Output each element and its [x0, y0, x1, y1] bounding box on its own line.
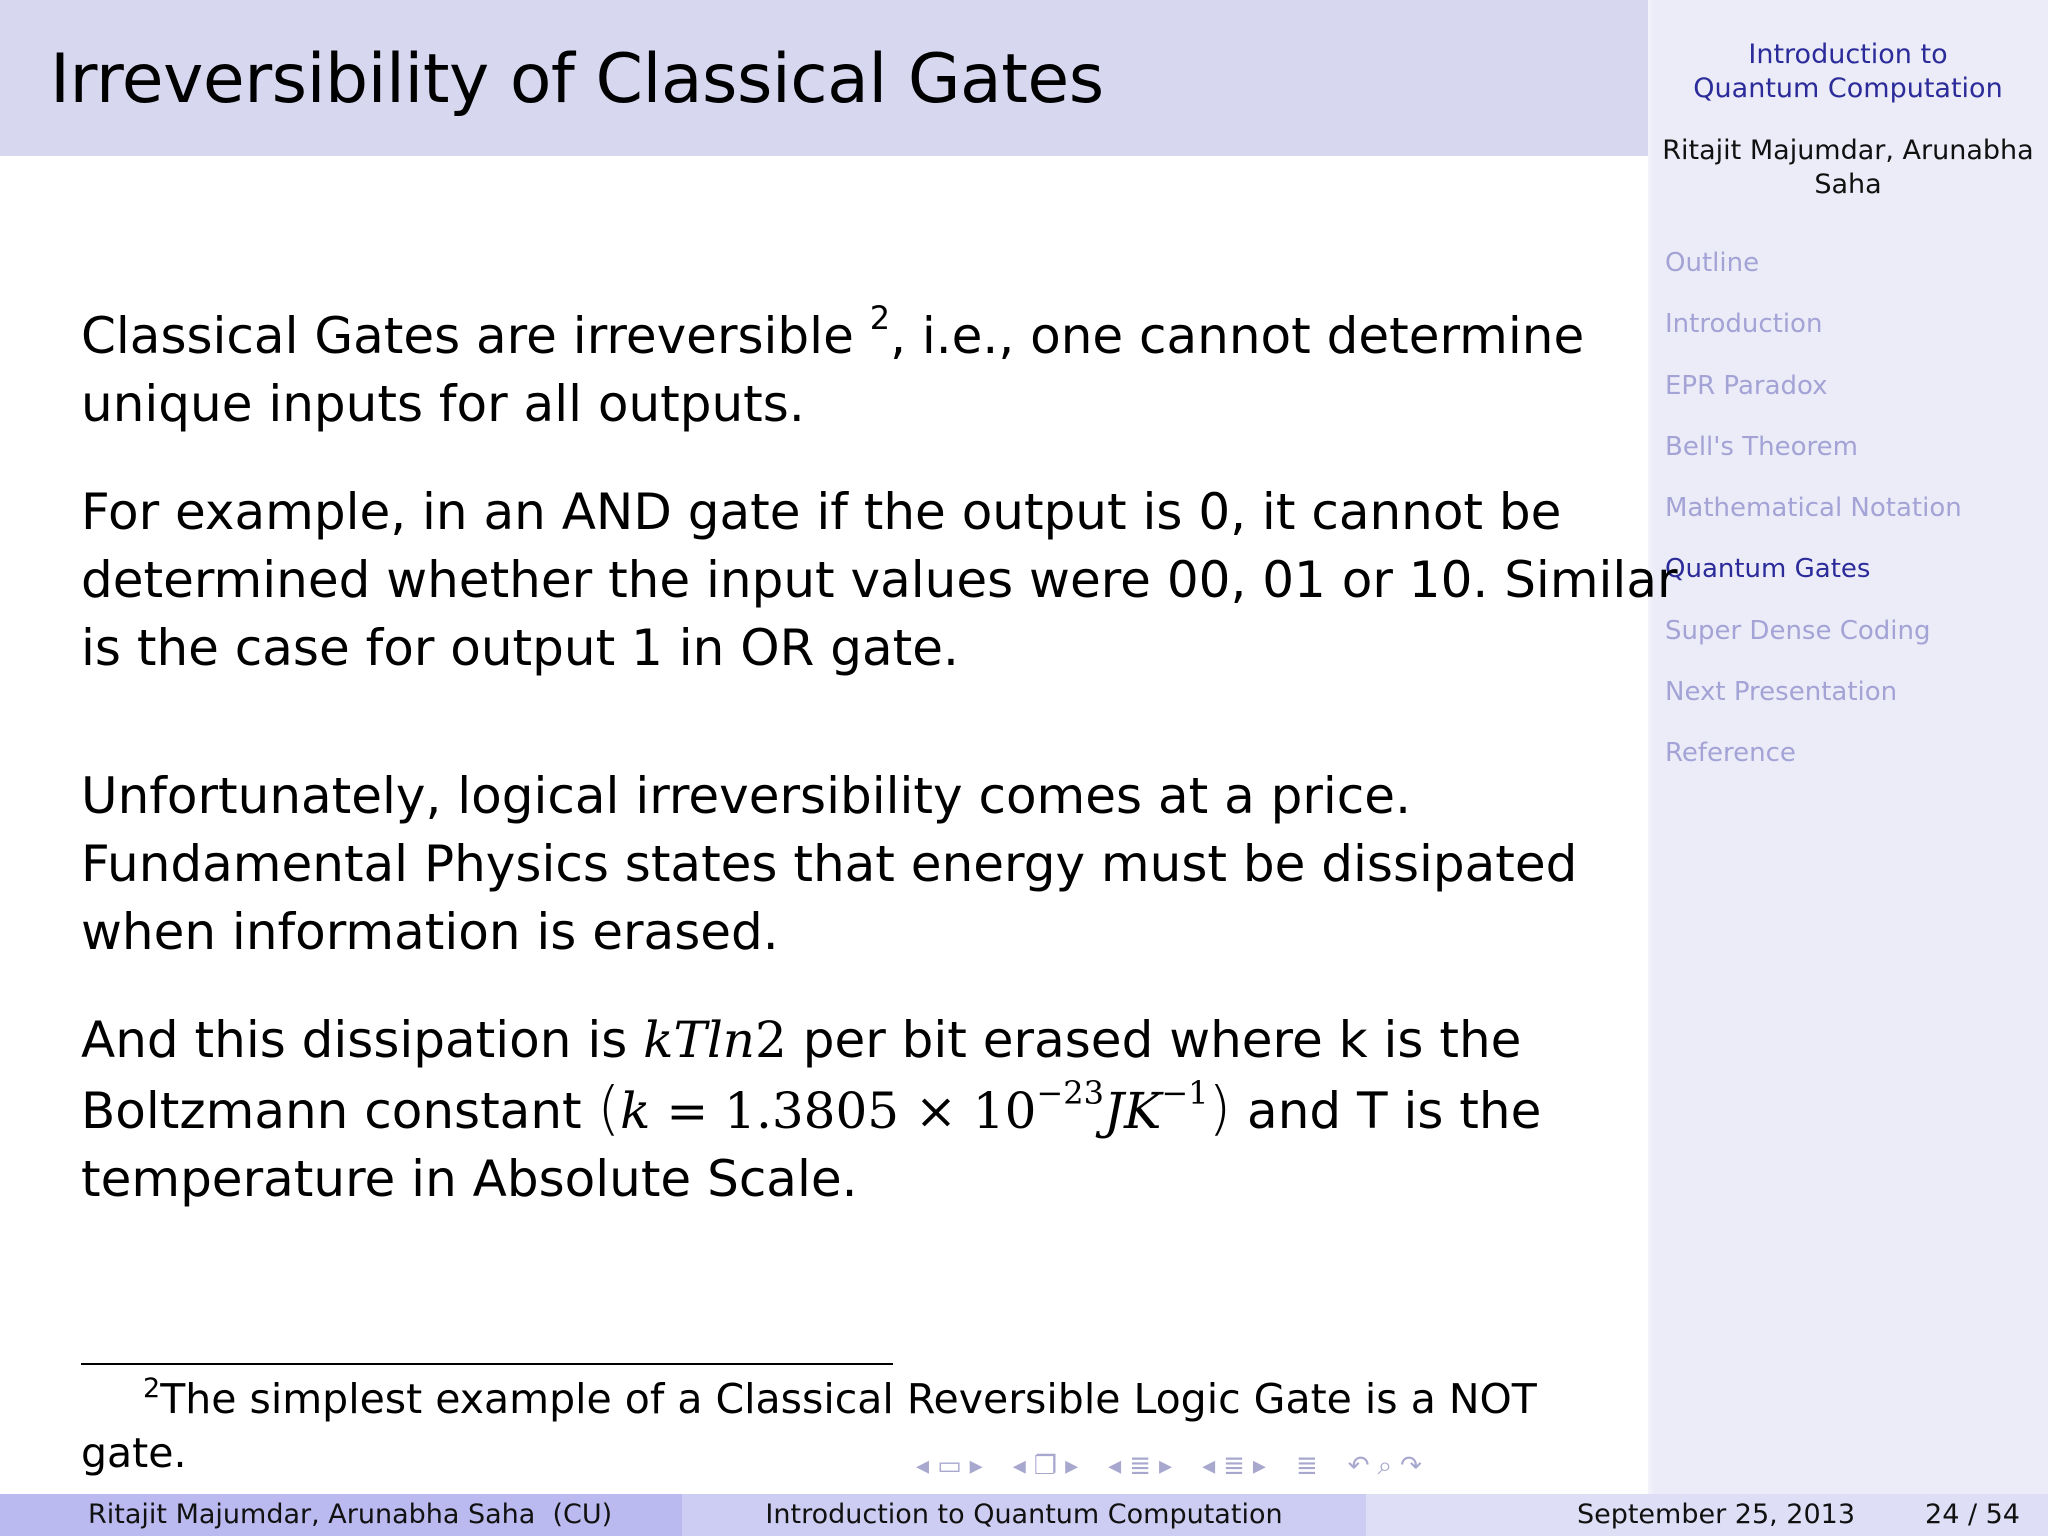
nav-doc-group: [1292, 1451, 1322, 1481]
frame-icon[interactable]: ▭: [937, 1451, 962, 1481]
paragraph-price-of-irreversibility: Unfortunately, logical irreversibility comes at a price. Fundamental Physics states that energy must be dissipated when information is erased.: [81, 767, 1578, 961]
nav-section-group: [1104, 1451, 1176, 1481]
beamer-nav-bar: [912, 1446, 1448, 1486]
footer-date-page: [1366, 1494, 2048, 1536]
paragraph-dissipation: And this dissipation is kTln2 per bit erased where k is the Boltzmann constant $(k = 1.3805 \times 10^{-23}JK^{-1})$ and T is the temperature in Absolute Scale.: [81, 1011, 1542, 1208]
section-icon-2[interactable]: ≣: [1223, 1451, 1245, 1481]
section-next-icon-2[interactable]: ▸: [1252, 1451, 1266, 1481]
doc-icon[interactable]: ≣: [1295, 1451, 1318, 1481]
section-prev-icon-2[interactable]: ◂: [1202, 1451, 1216, 1481]
frame-next-icon[interactable]: ▸: [969, 1451, 983, 1481]
section-icon[interactable]: ≣: [1129, 1451, 1151, 1481]
footer: [0, 1494, 2048, 1536]
nav-section-group-2: [1198, 1451, 1270, 1481]
footnote-rule: [81, 1363, 893, 1365]
nav-subsection-group: [1009, 1451, 1082, 1481]
section-prev-icon[interactable]: ◂: [1108, 1451, 1122, 1481]
subsection-next-icon[interactable]: ▸: [1065, 1451, 1079, 1481]
sidebar-item-mathematical-notation[interactable]: Mathematical Notation: [1665, 493, 1962, 524]
page-number: 24 / 54: [1925, 1499, 2020, 1530]
subsection-icon[interactable]: ❐: [1033, 1451, 1058, 1481]
paragraph-irreversible: Classical Gates are irreversible $^2$, i.e., one cannot determine unique inputs for all outputs.: [81, 299, 1585, 433]
frame-prev-icon[interactable]: ◂: [916, 1451, 930, 1481]
footer-authors: Ritajit Majumdar, Arunabha Saha (CU): [0, 1494, 682, 1536]
subsection-prev-icon[interactable]: ◂: [1012, 1451, 1026, 1481]
formula-ktln: kTln: [643, 1011, 756, 1069]
sidebar-item-outline[interactable]: Outline: [1665, 248, 1760, 278]
section-next-icon[interactable]: ▸: [1159, 1451, 1173, 1481]
footnote: $^2$The simplest example of a Classical Reversible Logic Gate is a NOT gate.: [81, 1373, 1537, 1477]
slide-title-bar: [0, 0, 1648, 156]
nav-frame-group: [912, 1451, 987, 1481]
sidebar-presentation-title[interactable]: Introduction to Quantum Computation: [1693, 39, 2003, 104]
search-icon[interactable]: ⌕: [1377, 1450, 1393, 1481]
footnote-mark: 2: [143, 1373, 161, 1404]
sidebar: [1648, 0, 2048, 1494]
sidebar-item-epr-paradox[interactable]: EPR Paradox: [1665, 370, 1828, 401]
sidebar-item-introduction[interactable]: Introduction: [1665, 309, 1823, 340]
footer-date: September 25, 2013: [1576, 1499, 1856, 1530]
paragraph-and-gate-example: For example, in an AND gate if the output is 0, it cannot be determined whether the input values were 00, 01 or 10. Similar is the case for output 1 in OR gate.: [81, 483, 1678, 677]
back-icon[interactable]: ↶: [1347, 1451, 1370, 1481]
footnote-ref[interactable]: 2: [869, 299, 891, 337]
sidebar-item-next-presentation[interactable]: Next Presentation: [1665, 677, 1898, 708]
sidebar-item-super-dense-coding[interactable]: Super Dense Coding: [1665, 615, 1931, 646]
footer-title: Introduction to Quantum Computation: [682, 1494, 1366, 1536]
sidebar-item-bells-theorem[interactable]: Bell's Theorem: [1665, 431, 1858, 462]
slide-title: Irreversibility of Classical Gates: [50, 40, 1104, 119]
forward-icon[interactable]: ↷: [1400, 1451, 1422, 1481]
boltzmann-value: = 1.3805 × 10: [650, 1082, 1037, 1140]
sidebar-item-reference[interactable]: Reference: [1665, 738, 1796, 769]
sidebar-nav: [1665, 248, 1962, 800]
nav-search-group: [1344, 1451, 1426, 1482]
sidebar-item-quantum-gates[interactable]: Quantum Gates: [1665, 554, 1871, 585]
sidebar-authors: Ritajit Majumdar, Arunabha Saha: [1662, 135, 2034, 200]
